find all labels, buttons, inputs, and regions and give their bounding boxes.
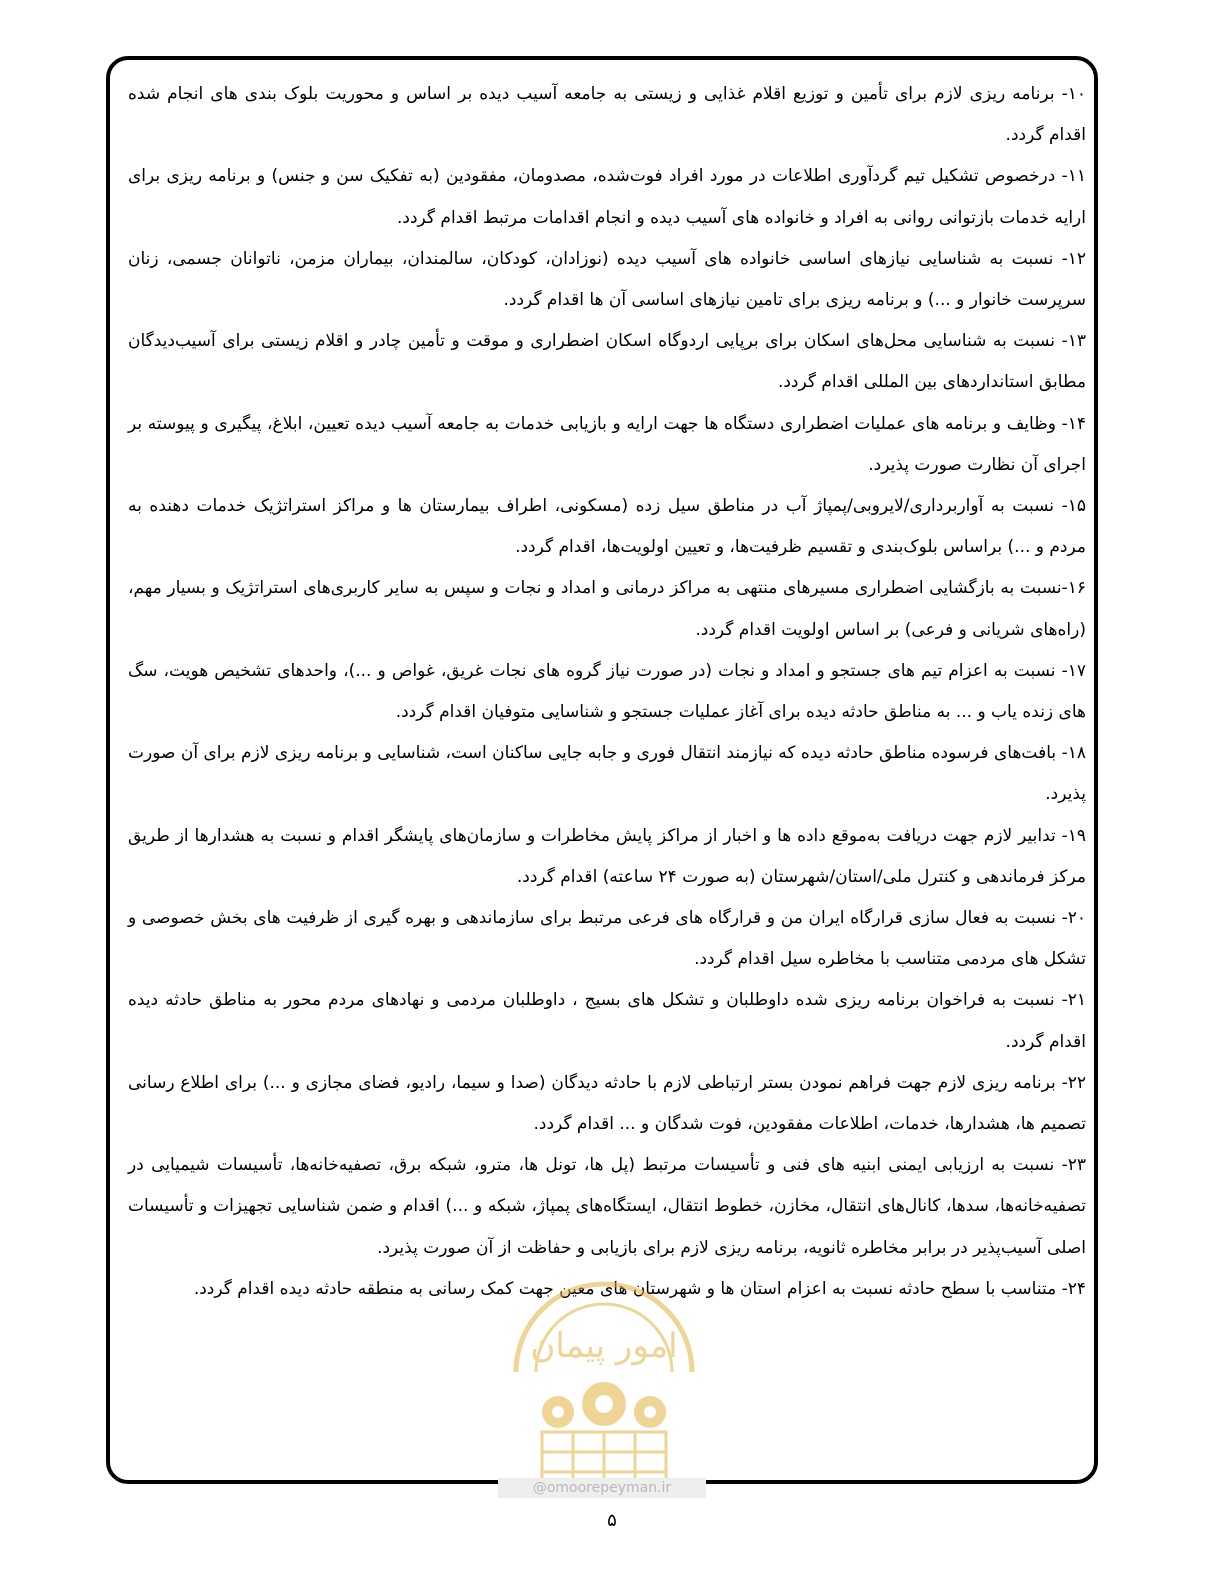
list-item: ۱۹- تدابیر لازم جهت دریافت به‌موقع داده ها و اخبار از مراکز پایش مخاطرات و سازمان‌های پایشگر اقدام و نسبت به هشدارها از طریق مرکز فرماندهی و کنترل ملی/استان/شهرستان (به صورت ۲۴ ساعته) اقدام گردد. xyxy=(128,825,1086,887)
svg-text:امور پیمان: امور پیمان xyxy=(530,1326,678,1366)
list-item: ۱۵- نسبت به آواربرداری/لایروبی/پمپاژ آب در مناطق سیل زده (مسکونی، اطراف بیمارستان ها و مراکز استراتژیک خدمات دهنده به مردم و ...) براساس بلوک‌بندی و تقسیم ظرفیت‌ها، و تعیین اولویت‌ها، اقدام گردد. xyxy=(128,496,1086,558)
page-number: ۵ xyxy=(607,1510,617,1531)
list-item: ۱۶-نسبت به بازگشایی اضطراری مسیرهای منتهی به مراکز درمانی و امداد و نجات و سپس به سایر کاربری‌های استراتژیک و بسیار مهم، (راه‌های شریانی و فرعی) بر اساس اولویت اقدام گردد. xyxy=(128,578,1086,640)
list-item: ۱۷- نسبت به اعزام تیم های جستجو و امداد و نجات (در صورت نیاز گروه های نجات غریق، غواص و ...)، واحدهای تشخیص هویت، سگ های زنده یاب و ... به مناطق حادثه دیده برای آغاز عملیات جستجو و شناسایی متوفیان اقدام گردد. xyxy=(128,660,1086,723)
list-item: ۲۴- متناسب با سطح حادثه نسبت به اعزام استان ها و شهرستان های معین جهت کمک رسانی به منطقه حادثه دیده اقدام گردد. xyxy=(193,1278,1086,1299)
watermark-url: @omoorepeyman.ir xyxy=(498,1478,706,1498)
list-item: ۱۲- نسبت به شناسایی نیازهای اساسی خانواده های آسیب دیده (نوزادان، کودکان، سالمندان، بیماران مزمن، ناتوانان جسمی، زنان سرپرست خانوار و ...) و برنامه ریزی برای تامین نیازهای اساسی آن ها اقدام گردد. xyxy=(128,248,1086,311)
list-item: ۲۰- نسبت به فعال سازی قرارگاه ایران من و قرارگاه های فرعی مرتبط برای سازماندهی و بهره گیری از ظرفیت های بخش خصوصی و تشکل های مردمی متناسب با مخاطره سیل اقدام گردد. xyxy=(128,908,1086,970)
list-item: ۱۰- برنامه ریزی لازم برای تأمین و توزیع اقلام غذایی و زیستی به جامعه آسیب دیده بر اساس و محوریت بلوک بندی های انجام شده اقدام گردد. xyxy=(128,84,1086,146)
list-item: ۱۳- نسبت به شناسایی محل‌های اسکان برای برپایی اردوگاه اسکان اضطراری و موقت و تأمین چادر و اقلام زیستی برای آسیب‌دیدگان مطابق استانداردهای بین المللی اقدام گردد. xyxy=(128,331,1086,393)
list-item: ۲۳- نسبت به ارزیابی ایمنی ابنیه های فنی و تأسیسات مرتبط (پل ها، تونل ها، مترو، شبکه برق، تصفیه‌خانه‌ها، تأسیسات شیمیایی در تصفیه‌خانه‌ها، سدها، کانال‌های انتقال، مخازن، خطوط انتقال، ایستگاه‌های پمپاژ، شبکه و ...) اقدام و ضمن شناسایی تجهیزات و تأسیسات اصلی آسیب‌پذیر در برابر مخاطره ثانویه، برنامه ریزی لازم برای بازیابی و حفاظت از آن صورت پذیرد. xyxy=(128,1155,1086,1258)
list-item: ۱۸- بافت‌های فرسوده مناطق حادثه دیده که نیازمند انتقال فوری و جابه جایی ساکنان است، شناسایی و برنامه ریزی لازم برای آن صورت پذیرد. xyxy=(128,743,1086,805)
list-item: ۱۱- درخصوص تشکیل تیم گردآوری اطلاعات در مورد افراد فوت‌شده، مصدومان، مفقودین (به تفکیک سن و جنس) و برنامه ریزی برای ارایه خدمات بازتوانی روانی به افراد و خانواده های آسیب دیده و انجام اقدامات مرتبط اقدام گردد. xyxy=(128,166,1086,228)
document-body xyxy=(128,74,1086,1310)
list-item: ۲۲- برنامه ریزی لازم جهت فراهم نمودن بستر ارتباطی لازم با حادثه دیدگان (صدا و سیما، رادیو، فضای مجازی و ...) برای اطلاع رسانی تصمیم ها، هشدارها، خدمات، اطلاعات مفقودین، فوت شدگان و ... اقدام گردد. xyxy=(128,1072,1086,1135)
list-item: ۲۱- نسبت به فراخوان برنامه ریزی شده داوطلبان و تشکل های بسیج ، داوطلبان مردمی و نهادهای مردم محور به مناطق حادثه دیده اقدام گردد. xyxy=(128,990,1086,1052)
list-item: ۱۴- وظایف و برنامه های عملیات اضطراری دستگاه ها جهت ارایه و بازیابی خدمات به جامعه آسیب دیده تعیین، ابلاغ، پیگیری و پیوسته بر اجرای آن نظارت صورت پذیرد. xyxy=(128,413,1086,475)
